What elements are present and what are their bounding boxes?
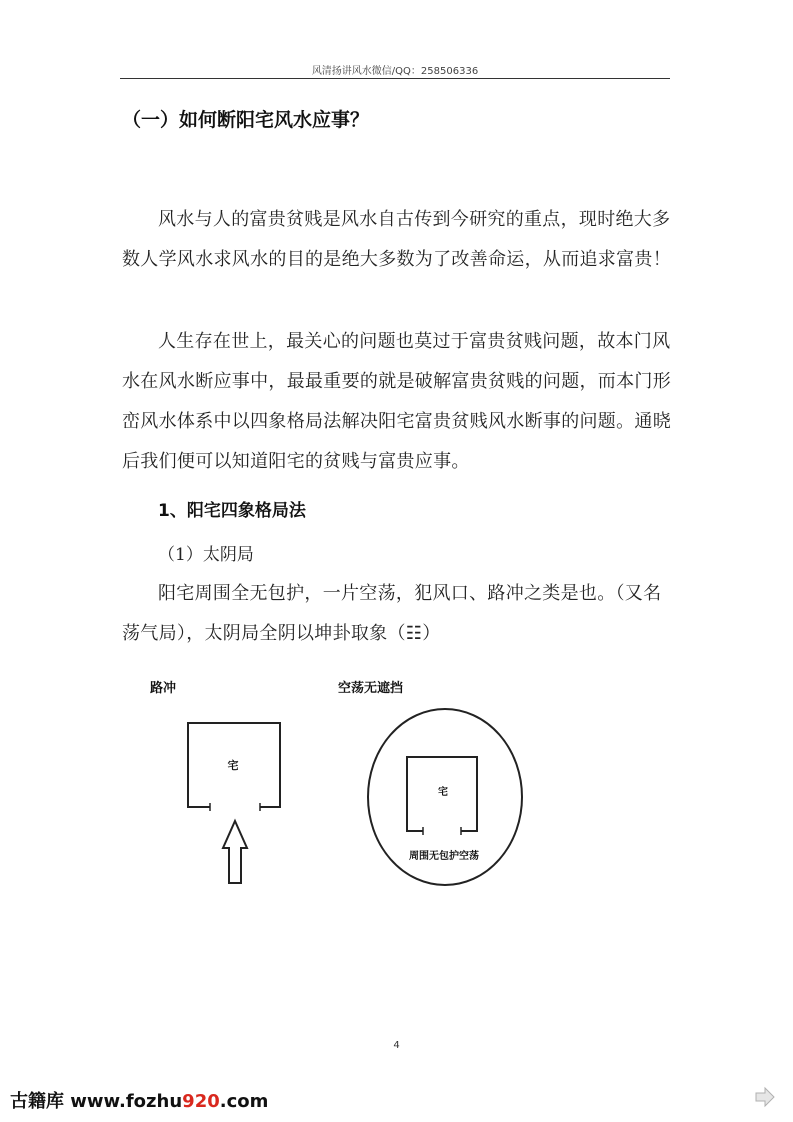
next-page-arrow-icon[interactable] [754,1086,776,1108]
house-label: 宅 [227,759,239,772]
diagram-left-label: 路冲 [150,681,177,696]
house-label: 宅 [438,787,448,798]
diagram-right-label: 空荡无遮挡 [338,681,404,696]
paragraph-2: 人生存在世上，最关心的问题也莫过于富贵贫贱问题，故本门风水在风水断应事中，最最重要的就是破解富贵贫贱的问题，而本门形峦风水体系中以四象格局法解决阳宅富贵贫贱风水断事的问题。通晓后我们便可以知道阳宅的贫贱与富贵应事。 [122,331,671,472]
footer-brand-name: 古籍库 [10,1091,64,1112]
footer-url-suffix: .com [219,1091,269,1112]
page-number: 4 [393,1040,400,1051]
footer-brand[interactable] [10,1087,268,1113]
empty-surroundings-diagram [365,707,525,887]
footer-url-prefix: www.fozhu [70,1091,183,1112]
section-title: （一）如何断阳宅风水应事？ [122,109,370,131]
diagram-caption: 周围无包护空荡 [409,851,479,862]
paragraph-3: 阳宅周围全无包护，一片空荡，犯风口、路冲之类是也。（又名荡气局），太阴局全阴以坤卦取象（☷） [122,583,662,644]
page-header: 风清扬讲风水微信/QQ：258506336 [311,66,479,77]
up-arrow-icon [223,821,247,883]
footer-url-number: 920 [182,1091,220,1112]
subsection-title: 1、阳宅四象格局法 [158,501,306,521]
road-rush-diagram [180,715,290,890]
paragraph-1: 风水与人的富贵贫贱是风水自古传到今研究的重点，现时绝大多数人学风水求风水的目的是绝大多数为了改善命运，从而追求富贵！ [122,209,671,270]
header-rule [120,78,670,79]
subsubsection-title: （1）太阴局 [158,545,254,565]
